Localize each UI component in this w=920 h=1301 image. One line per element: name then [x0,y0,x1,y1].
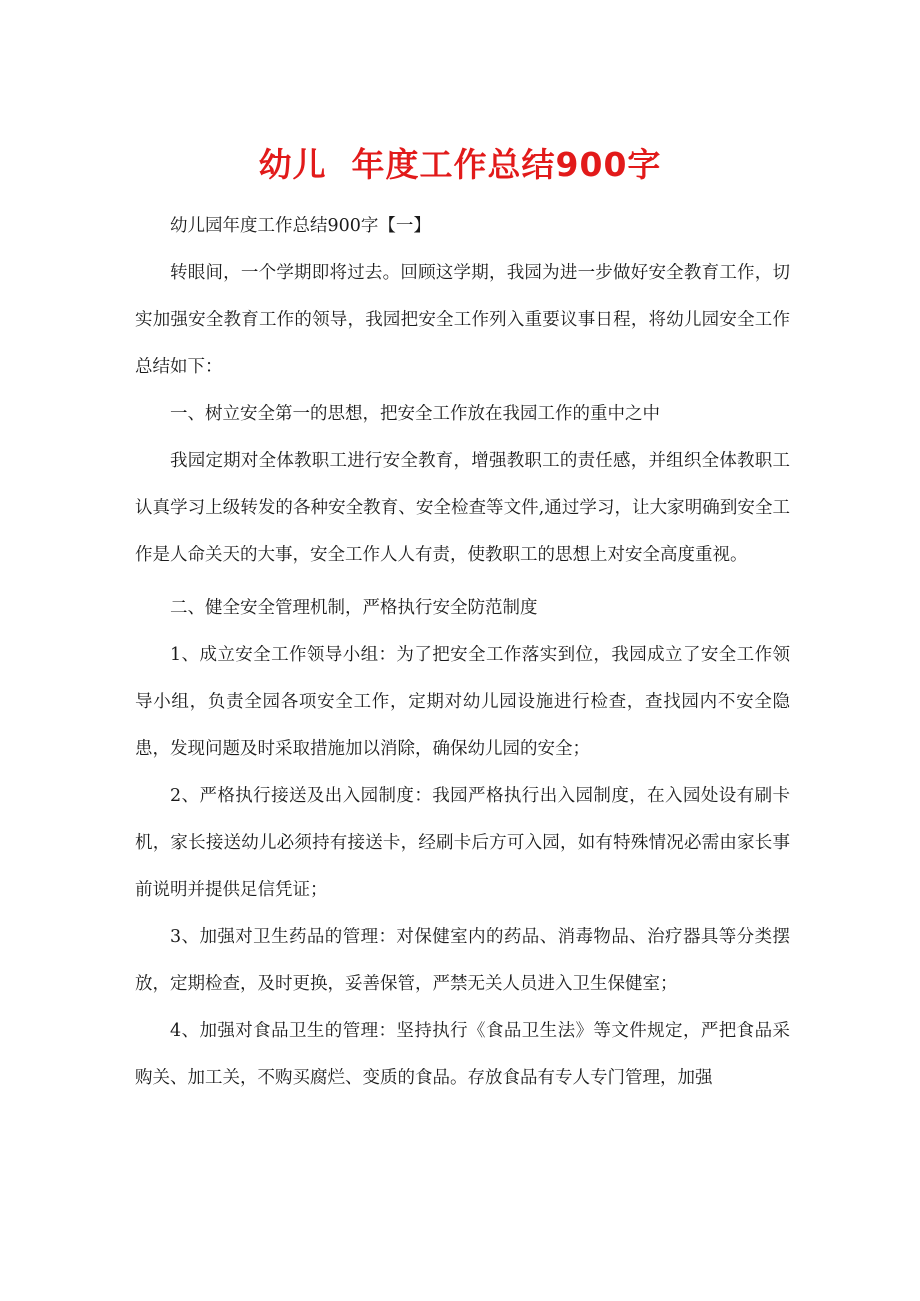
paragraph-item-4: 4、加强对食品卫生的管理：坚持执行《食品卫生法》等文件规定，严把食品采购关、加工关，不购买腐烂、变质的食品。存放食品有专人专门管理，加强 [135,1021,790,1088]
document-title: 幼儿 年度工作总结900字 [258,145,662,184]
paragraph-item-2: 2、严格执行接送及出入园制度：我园严格执行出入园制度，在入园处设有刷卡机，家长接送幼儿必须持有接送卡，经刷卡后方可入园，如有特殊情况必需由家长事前说明并提供足信凭证； [135,786,790,900]
paragraph-heading-1: 一、树立安全第一的思想，把安全工作放在我园工作的重中之中 [170,404,660,424]
paragraph-intro: 转眼间，一个学期即将过去。回顾这学期，我园为进一步做好安全教育工作，切实加强安全教育工作的领导，我园把安全工作列入重要议事日程，将幼儿园安全工作总结如下： [135,263,790,377]
paragraph-1: 我园定期对全体教职工进行安全教育，增强教职工的责任感，并组织全体教职工认真学习上级转发的各种安全教育、安全检查等文件,通过学习，让大家明确到安全工作是人命关天的大事，安全工作人人有责，使教职工的思想上对安全高度重视。 [135,451,790,565]
paragraph-item-1: 1、成立安全工作领导小组：为了把安全工作落实到位，我园成立了安全工作领导小组，负责全园各项安全工作，定期对幼儿园设施进行检查，查找园内不安全隐患，发现问题及时采取措施加以消除，确保幼儿园的安全； [135,645,790,759]
section-heading: 幼儿园年度工作总结900字【一】 [170,216,431,236]
paragraph-heading-2: 二、健全安全管理机制，严格执行安全防范制度 [170,598,538,618]
paragraph-item-3: 3、加强对卫生药品的管理：对保健室内的药品、消毒物品、治疗器具等分类摆放，定期检查，及时更换，妥善保管，严禁无关人员进入卫生保健室； [135,927,790,994]
document-body [135,203,790,1102]
